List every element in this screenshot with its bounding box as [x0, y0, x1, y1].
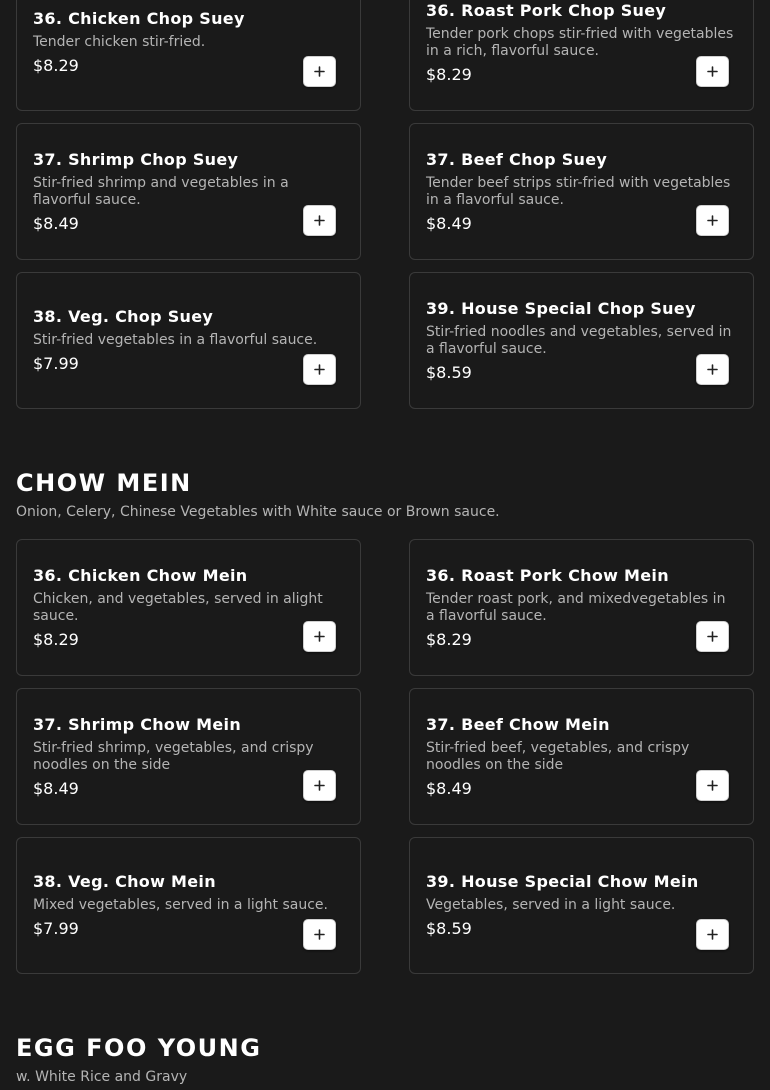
menu-item-card[interactable]: [16, 539, 361, 676]
add-to-cart-button[interactable]: [696, 770, 729, 801]
section-subtitle: Onion, Celery, Chinese Vegetables with White sauce or Brown sauce.: [16, 504, 500, 520]
menu-item-name: 37. Beef Chow Mein: [426, 714, 610, 734]
add-to-cart-button[interactable]: [303, 354, 336, 385]
menu-item-info: [33, 540, 344, 675]
menu-item-card[interactable]: [409, 688, 754, 825]
menu-item-description: Tender pork chops stir-fried with vegetables in a rich, flavorful sauce.: [426, 25, 734, 59]
menu-item-price: $8.29: [426, 64, 472, 84]
menu-item-description: Chicken, and vegetables, served in alight sauce.: [33, 590, 323, 624]
menu-item-price: $8.49: [426, 778, 472, 798]
menu-item-description: Stir-fried noodles and vegetables, served in a flavorful sauce.: [426, 323, 732, 357]
plus-icon: [314, 66, 325, 77]
menu-item-name: 38. Veg. Chow Mein: [33, 872, 216, 891]
menu-item-price: $8.49: [426, 213, 472, 233]
add-to-cart-button[interactable]: [303, 621, 336, 652]
menu-item-card[interactable]: [16, 0, 361, 111]
section-title: CHOW MEIN: [16, 469, 192, 497]
menu-item-info: [33, 0, 344, 110]
menu-item-card[interactable]: [16, 123, 361, 260]
menu-item-name: 36. Chicken Chow Mein: [33, 565, 248, 585]
menu-item-price: $8.29: [33, 56, 79, 75]
menu-item-info: [426, 0, 737, 110]
menu-item-info: [426, 689, 737, 824]
menu-item-info: [33, 689, 344, 824]
menu-item-description: Stir-fried vegetables in a flavorful sauce.: [33, 332, 318, 348]
menu-item-description: Tender chicken stir-fried.: [33, 34, 206, 50]
plus-icon: [707, 929, 718, 940]
add-to-cart-button[interactable]: [303, 56, 336, 87]
menu-item-name: 36. Roast Pork Chow Mein: [426, 565, 669, 585]
section-subtitle: w. White Rice and Gravy: [16, 1069, 188, 1085]
plus-icon: [314, 631, 325, 642]
plus-icon: [707, 631, 718, 642]
menu-item-description: Tender beef strips stir-fried with vegetables in a flavorful sauce.: [426, 174, 731, 208]
menu-item-card[interactable]: [16, 688, 361, 825]
menu-item-card[interactable]: [16, 837, 361, 974]
menu-item-price: $8.29: [33, 629, 79, 649]
plus-icon: [707, 215, 718, 226]
menu-item-description: Tender roast pork, and mixedvegetables in a flavorful sauce.: [426, 590, 726, 624]
menu-item-price: $7.99: [33, 354, 79, 373]
plus-icon: [314, 215, 325, 226]
menu-item-description: Stir-fried shrimp and vegetables in a flavorful sauce.: [33, 174, 289, 208]
menu-item-description: Vegetables, served in a light sauce.: [426, 897, 676, 913]
menu-item-name: 37. Shrimp Chop Suey: [33, 149, 239, 169]
add-to-cart-button[interactable]: [303, 919, 336, 950]
plus-icon: [707, 66, 718, 77]
add-to-cart-button[interactable]: [696, 919, 729, 950]
menu-item-card[interactable]: [409, 0, 754, 111]
add-to-cart-button[interactable]: [696, 621, 729, 652]
menu-item-info: [426, 273, 737, 408]
menu-item-info: [426, 838, 737, 973]
plus-icon: [314, 929, 325, 940]
menu-item-name: 38. Veg. Chop Suey: [33, 307, 214, 326]
menu-item-info: [33, 124, 344, 259]
section-title: EGG FOO YOUNG: [16, 1034, 262, 1062]
menu-item-info: [426, 124, 737, 259]
menu-item-description: Stir-fried shrimp, vegetables, and crispy noodles on the side: [33, 739, 314, 773]
menu-item-price: $8.59: [426, 919, 472, 938]
menu-item-name: 37. Beef Chop Suey: [426, 149, 608, 169]
menu-item-info: [33, 273, 344, 408]
menu-item-name: 36. Roast Pork Chop Suey: [426, 0, 667, 20]
menu-item-price: $8.29: [426, 629, 472, 649]
menu-item-description: Stir-fried beef, vegetables, and crispy noodles on the side: [426, 739, 690, 773]
add-to-cart-button[interactable]: [696, 205, 729, 236]
plus-icon: [314, 364, 325, 375]
menu-item-name: 39. House Special Chow Mein: [426, 872, 699, 891]
menu-item-info: [33, 838, 344, 973]
add-to-cart-button[interactable]: [303, 770, 336, 801]
menu-item-name: 36. Chicken Chop Suey: [33, 9, 245, 28]
menu-item-name: 37. Shrimp Chow Mein: [33, 714, 242, 734]
menu-item-info: [426, 540, 737, 675]
add-to-cart-button[interactable]: [696, 56, 729, 87]
menu-item-card[interactable]: [409, 539, 754, 676]
add-to-cart-button[interactable]: [303, 205, 336, 236]
menu-item-card[interactable]: [409, 837, 754, 974]
plus-icon: [314, 780, 325, 791]
menu-item-description: Mixed vegetables, served in a light sauce.: [33, 897, 328, 913]
plus-icon: [707, 780, 718, 791]
menu-item-name: 39. House Special Chop Suey: [426, 298, 696, 318]
menu-item-price: $7.99: [33, 919, 79, 938]
menu-item-price: $8.49: [33, 213, 79, 233]
add-to-cart-button[interactable]: [696, 354, 729, 385]
menu-item-card[interactable]: [409, 272, 754, 409]
menu-item-price: $8.49: [33, 778, 79, 798]
plus-icon: [707, 364, 718, 375]
menu-item-price: $8.59: [426, 362, 472, 382]
menu-item-card[interactable]: [409, 123, 754, 260]
menu-item-card[interactable]: [16, 272, 361, 409]
